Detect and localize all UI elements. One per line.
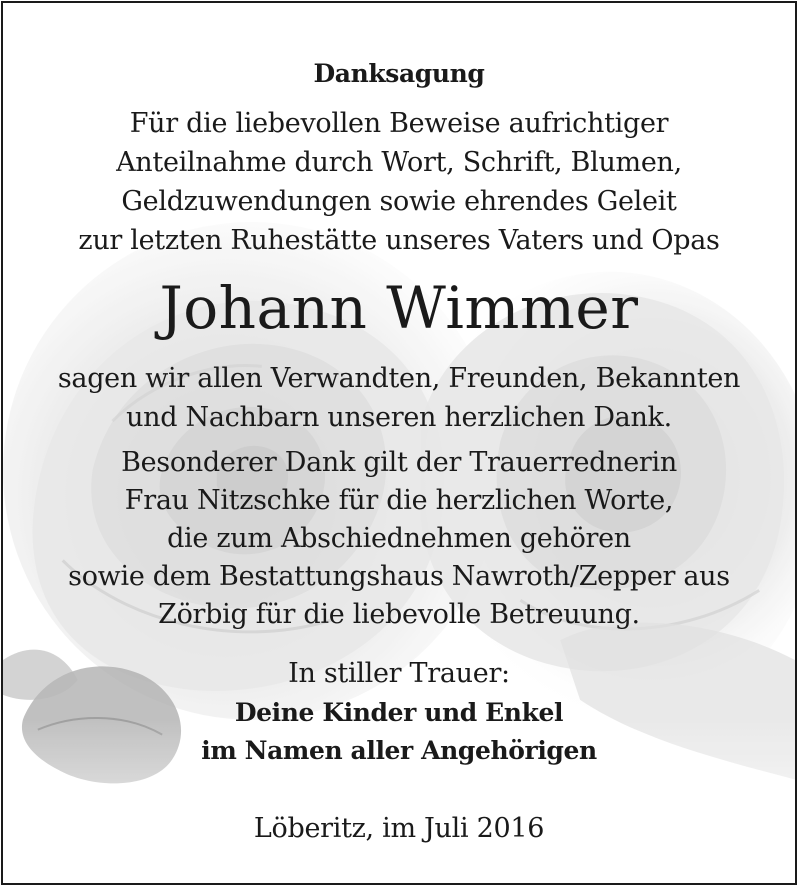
notice-text	[3, 3, 795, 883]
special-thanks-line: Frau Nitzschke für die herzlichen Worte,	[124, 485, 674, 516]
special-thanks-line: die zum Abschiednehmen gehören	[167, 523, 631, 554]
signature-line: Deine Kinder und Enkel	[234, 698, 564, 727]
special-thanks-line: Besonderer Dank gilt der Trauerrednerin	[121, 447, 677, 478]
special-thanks-line: sowie dem Bestattungshaus Nawroth/Zepper aus	[68, 561, 730, 592]
place-date: Löberitz, im Juli 2016	[253, 813, 545, 844]
intro-line: Anteilnahme durch Wort, Schrift, Blumen,	[116, 147, 682, 178]
deceased-name: Johann Wimmer	[159, 274, 639, 342]
notice-heading: Danksagung	[313, 59, 485, 88]
thanks-line: sagen wir allen Verwandten, Freunden, Bekannten	[57, 363, 741, 394]
intro-line: zur letzten Ruhestätte unseres Vaters und Opas	[78, 225, 720, 256]
obituary-notice-frame	[1, 1, 797, 885]
mourning-label: In stiller Trauer:	[288, 658, 510, 689]
special-thanks-line: Zörbig für die liebevolle Betreuung.	[158, 599, 640, 630]
intro-line: Geldzuwendungen sowie ehrendes Geleit	[121, 186, 677, 217]
thanks-line: und Nachbarn unseren herzlichen Dank.	[126, 402, 672, 433]
signature-line: im Namen aller Angehörigen	[201, 736, 597, 765]
intro-line: Für die liebevollen Beweise aufrichtiger	[129, 108, 669, 139]
